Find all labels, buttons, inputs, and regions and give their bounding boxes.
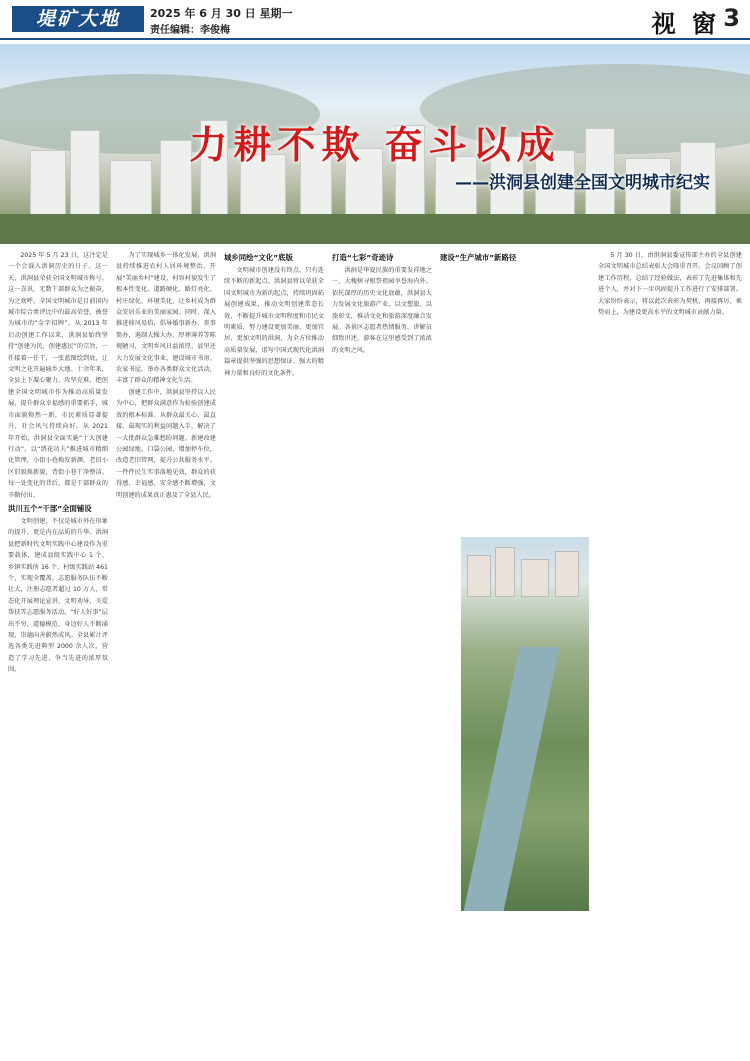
editor-line: 责任编辑：李俊梅 [150,25,230,36]
hero-photo [0,44,750,244]
article-column-5 [440,250,592,532]
article-column-4 [332,250,432,1050]
masthead [0,0,750,40]
photo-building [467,555,491,597]
paragraph: 5 月 30 日，由洪洞县委宣传部主办的全县创建全国文明城市总结表彰大会隆重召开。会议回顾了创建工作历程，总结了经验做法，表彰了先进集体和先进个人，并对下一步巩固提升工作进行了安排部署。大家纷纷表示，将以此次表彰为契机，再接再厉、乘势而上，为建设更高水平的文明城市贡献力量。 [598,252,742,317]
river-photo [461,537,589,911]
subheadline: ——洪洞县创建全国文明城市纪实 [455,173,710,193]
newspaper-logo: 堤矿大地 [12,6,144,32]
article-column-6 [598,250,742,1050]
article-column-2 [116,250,216,1050]
photo-river [462,647,559,911]
photo-building [495,547,515,597]
section-name: 视 窗 [651,10,720,38]
section-head: 打造“七彩”奇迹诗 [332,253,394,262]
page-number: 3 [723,4,740,32]
paragraph: 文明创建，不仅是城市外在形象的提升，更是内在品质的升华。洪洞县把新时代文明实践中心建设作为重要载体，建成县级实践中心 1 个、乡镇实践所 16 个、村级实践站 461 个，实现全覆盖。志愿服务队伍不断壮大，注册志愿者超过 10 万人，常态化开展理论宣讲、文明劝导、关爱帮扶等志愿服务活动。“好人好事”层出不穷，道德模范、身边好人不断涌现，崇德向善蔚然成风。全县累计评选各类先进典型 2000 余人次，营造了学习先进、争当先进的浓厚氛围。 [8,517,108,674]
paragraph: 为了实现城乡一体化发展，洪洞县持续推进农村人居环境整治，开展“美丽乡村”建设，村容村貌发生了根本性变化。道路硬化、路灯亮化、村庄绿化、环境美化，让乡村成为群众安居乐业的美丽家园。同时，深入推进移风易俗，倡导婚事新办、丧事简办，遏制大操大办、厚葬薄养等陈规陋习，文明乡风日益浓厚。县里还大力发展文化事业，建设城市书房、农家书屋，举办各类群众文化活动，丰富了群众的精神文化生活。 [116,252,216,385]
hero-greenery [0,214,750,244]
hero-building [110,160,152,222]
paragraph: 创建工作中，洪洞县坚持以人民为中心，把群众满意作为检验创建成效的根本标准。从群众最关心、最直接、最现实的利益问题入手，解决了一大批群众急难愁盼问题。新建改建公园绿地、口袋公园，增加停车位，改造老旧管网，提升公共服务水平。一件件民生实事落地见效，群众的获得感、幸福感、安全感不断增强，文明创建的成果真正惠及了全县人民。 [116,388,216,499]
headline: 力耕不欺 奋斗以成 [189,123,561,167]
paragraph: 文明城市创建没有终点，只有连续不断的新起点。洪洞县将以荣获全国文明城市为新的起点，持续巩固拓展创建成果，推动文明创建常态长效，不断提升城市文明程度和市民文明素质，努力建设更加美丽、更加宜居、更加文明的洪洞，为全方位推动高质量发展、谱写中国式现代化洪洞篇章提供坚强的思想保证、强大的精神力量和良好的文化条件。 [224,267,324,377]
section-head: 洪川五个“干部”全面铺设 [8,503,92,513]
article-column-1 [8,250,108,1050]
paragraph: 洪洞是华夏民族的重要发祥地之一，大槐树寻根祭祖园享誉海内外。依托深厚的历史文化底蕴，洪洞县大力发展文化旅游产业，以文塑旅、以旅彰文，推动文化和旅游深度融合发展。各景区志愿者热情服务，讲解员细致讲述，游客在这里感受到了浓浓的文明之风。 [332,267,432,354]
issue-date: 2025 年 6 月 30 日 星期一 [150,7,293,20]
photo-building [521,559,549,597]
paragraph: 2025 年 5 月 23 日，这注定是一个会载入洪洞历史的日子。这一天，洪洞县荣获全国文明城市称号。这一喜讯，无数干部群众为之振奋，为之欢呼。全国文明城市是目前国内城市综合类评比中的最高荣誉，被誉为城市的“金字招牌”。从 2013 年启动创建工作以来，洪洞县始终坚持“创建为民、创建惠民”的宗旨，一任接着一任干，一张蓝图绘到底，让文明之花开遍城乡大地。十余年来，全县上下凝心聚力、攻坚克难，把创建全国文明城市作为推动高质量发展、提升群众幸福感的重要抓手，城市面貌焕然一新，市民素质显著提升，社会风气持续向好。从 2021 年开始，洪洞县全面实施“十大创建行动”，以“绣花功夫”推进城市精细化管理，小街小巷焕发新颜，老旧小区旧貌换新貌，背街小巷干净整洁。每一处变化的背后，都是干部群众的辛勤付出。 [8,252,108,499]
article-column-3 [224,250,324,1050]
section-head: 建设“生产城市”新路径 [440,253,517,262]
photo-building [555,551,579,597]
section-head: 城乡同绘“文化”底版 [224,253,293,262]
